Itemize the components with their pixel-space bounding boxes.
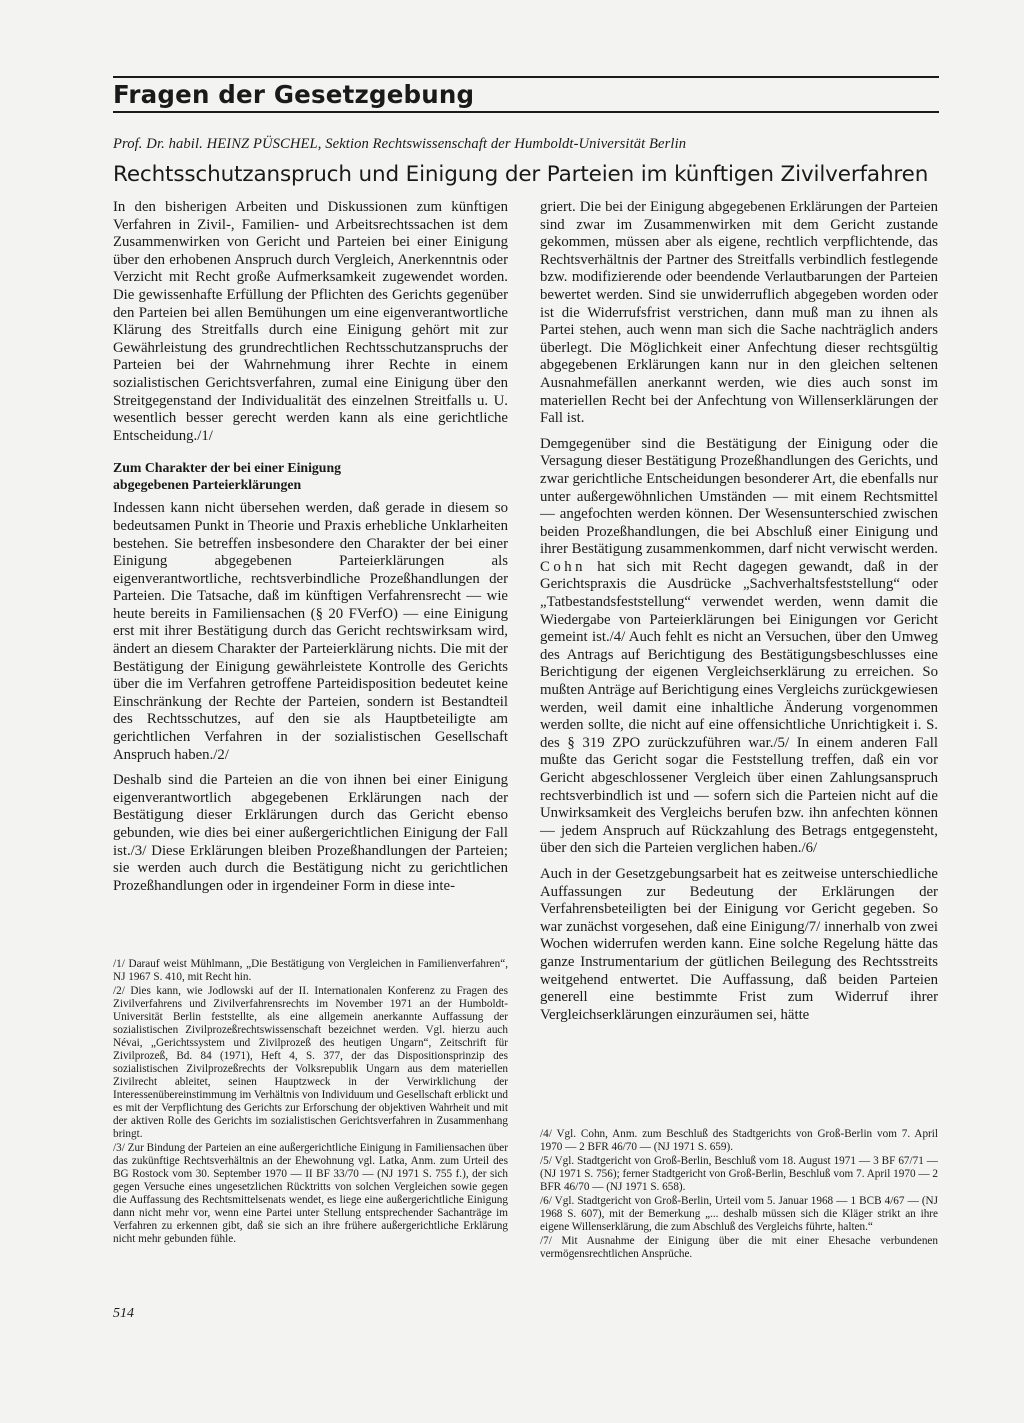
footnote: /5/ Vgl. Stadtgericht von Groß-Berlin, Beschluß vom 18. August 1971 — 3 BF 67/71 — (NJ 1971 S. 756); ferner Stadtgericht von Groß-Berlin, Beschluß vom 7. April 1970 — 2 BFR 46/70 — (NJ 1971 S. 658). <box>540 1155 938 1193</box>
header-rule-top <box>113 76 939 78</box>
subheading-line: Zum Charakter der bei einer Einigung <box>113 460 342 476</box>
footnote: /4/ Vgl. Cohn, Anm. zum Beschluß des Stadtgerichts von Groß-Berlin vom 7. April 1970 — 2 BFR 46/70 — (NJ 1971 S. 659). <box>540 1128 938 1153</box>
footnotes-left <box>113 958 508 1247</box>
author-name: Cohn <box>540 558 587 575</box>
footnote: /2/ Dies kann, wie Jodlowski auf der II. Internationalen Konferenz zu Fragen des Zivilverfahrens und Zivilverfahrensrechts im November 1971 an der Humboldt-Universität Berlin feststellte, als eine allgemein anerkannte Auffassung der sozialistischen Zivilprozeßrechtswissenschaft bezeichnet werden. Vgl. hierzu auch Névai, „Gerichtssystem und Zivilprozeß des heutigen Ungarn“, Zeitschrift für Zivilprozeß, Bd. 84 (1971), Heft 4, S. 377, der das Dispositionsprinzip des sozialistischen Zivilprozeßrechts der Volksrepublik Ungarn aus dem materiellen Zivilrecht ableitet, seinen Hauptzweck in der Verwirklichung der Interessenübereinstimmung im Verhältnis von Individuum und Gesellschaft erblickt und es mit der Verpflichtung des Gerichts zur Erforschung der objektiven Wahrheit und mit der aktiven Rolle des Gerichts im sozialistischen Gerichtsverfahren in Zusammenhang bringt. <box>113 985 509 1140</box>
footnote: /3/ Zur Bindung der Parteien an eine außergerichtliche Einigung in Familiensachen über das zukünftige Rechtsverhältnis an der Ehewohnung vgl. Latka, Anm. zum Urteil des BG Rostock vom 30. September 1970 — II BF 33/70 — (NJ 1971 S. 755 f.), der sich gegen Versuche eines ungesetzlichen Rücktritts von solchen Vergleichen sowie gegen die Auffassung des Rechtsmittelsenats wendet, es liege eine außergerichtliche Einigung dann nicht mehr vor, wenn eine Partei unter Stellung entsprechender Sachanträge im Verfahren zu erkennen gibt, daß sie sich an ihre frühere außergerichtliche Erklärung nicht mehr gebunden fühle. <box>113 1142 508 1245</box>
footnote: /7/ Mit Ausnahme der Einigung über die mit einer Ehesache verbundenen vermögensrechtlichen Ansprüche. <box>540 1235 938 1260</box>
paragraph <box>540 436 938 858</box>
right-column <box>540 199 938 1032</box>
footnotes-right <box>540 1128 938 1262</box>
page-number: 514 <box>113 1306 134 1321</box>
paragraph: Auch in der Gesetzgebungsarbeit hat es zeitweise unterschiedliche Auffassungen zur Bedeutung der Erklärungen der Verfahrensbeteiligten bei der Einigung vor Gericht gegeben. So war zunächst vorgesehen, daß eine Einigung/7/ innerhalb von zwei Wochen widerrufen werden kann. Eine solche Regelung hätte das ganze Instrumentarium der gütlichen Beilegung des Rechtsstreits weitgehend entwertet. Die Auffassung, daß beiden Parteien generell eine bestimmte Frist zum Widerruf ihrer Vergleichserklärungen einzuräumen sei, hätte <box>540 865 938 1023</box>
subheading-line: abgegebenen Parteierklärungen <box>113 477 302 493</box>
text-run: Demgegenüber sind die Bestätigung der Einigung oder die Versagung dieser Bestätigung Prozeßhandlungen des Gerichts, und zwar gerichtliche Entscheidungen besonderer Art, die ebenfalls nur unter außergewöhnlichen Umständen — mit einem Rechtsmittel — angefochten werden können. Der Wesensunterschied zwischen beiden Prozeßhandlungen, die bei Abschluß einer Einigung und ihrer Bestätigung zusammenkommen, darf nicht verwischt werden. <box>540 435 938 558</box>
text-run: hat sich mit Recht dagegen gewandt, daß in der Gerichtspraxis die Ausdrücke „Sachverhaltsfeststellung“ oder „Tatbestandsfeststellung“ verwendet werden, wenn damit die Wiedergabe von Parteierklärungen bei Einigungen vor Gericht gemeint ist./4/ Auch fehlt es nicht an Versuchen, über den Umweg des Antrags auf Berichtigung des Bestätigungsbeschlusses eine Berichtigung der eigenen Vergleichserklärung zu erreichen. So mußten Anträge auf Berichtigung eines Vergleichs zurückgewiesen werden, weil damit eine inhaltliche Änderung vorgenommen werden sollte, die nicht auf eine offensichtliche Unrichtigkeit i. S. des § 319 ZPO zurückzuführen war./5/ In einem anderen Fall mußte das Gericht sogar die Feststellung treffen, daß ein vor Gericht abgeschlossener Vergleich über einen Zahlungsanspruch rechtsverbindlich ist und — sofern sich die Parteien nicht auf die Unwirksamkeit des Vergleichs berufen bzw. ihn anfechten können — jedem Anspruch auf Rückzahlung des Betrags entgegensteht, über den sich die Parteien verglichen haben./6/ <box>540 558 938 857</box>
author-line: Prof. Dr. habil. HEINZ PÜSCHEL, Sektion Rechtswissenschaft der Humboldt-Universität Berlin <box>113 136 687 152</box>
paragraph: Deshalb sind die Parteien an die von ihnen bei einer Einigung eigenverantwortlich abgegebenen Erklärungen nach der Bestätigung dieser Erklärungen durch das Gericht ebenso gebunden, wie dies bei einer außergerichtlichen Einigung der Fall ist./3/ Diese Erklärungen bleiben Prozeßhandlungen der Parteien; sie werden auch durch die Bestätigung nicht zu gerichtlichen Prozeßhandlungen oder in irgendeiner Form in diese inte- <box>113 772 508 894</box>
subheading <box>113 459 508 493</box>
header-rule-bottom <box>113 111 939 113</box>
left-column <box>113 199 508 903</box>
paragraph: In den bisherigen Arbeiten und Diskussionen zum künftigen Verfahren in Zivil-, Familien- und Arbeitsrechtssachen ist dem Zusammenwirken von Gericht und Parteien bei einer Einigung über den erhobenen Anspruch durch Vergleich, Anerkenntnis oder Verzicht mit Recht große Aufmerksamkeit zugewendet worden. Die gewissenhafte Erfüllung der Pflichten des Gerichts gegenüber den Parteien bei allen Bemühungen um eine eigenverantwortliche Klärung des Streitfalls durch eine Einigung gehört mit zur Gewährleistung des grundrechtlichen Rechtsschutzanspruchs der Parteien bei der Wahrnehmung ihrer Rechte in einem sozialistischen Gerichtsverfahren, zumal eine Einigung über den Streitgegenstand der Individualität des einzelnen Streitfalls u. U. wesentlich besser gerecht werden kann als eine gerichtliche Entscheidung./1/ <box>113 199 508 444</box>
footnote: /1/ Darauf weist Mühlmann, „Die Bestätigung von Vergleichen in Familienverfahren“, NJ 1967 S. 410, mit Recht hin. <box>113 958 508 983</box>
section-title: Fragen der Gesetzgebung <box>113 80 475 109</box>
footnote: /6/ Vgl. Stadtgericht von Groß-Berlin, Urteil vom 5. Januar 1968 — 1 BCB 4/67 — (NJ 1968 S. 607), mit der Bemerkung „... deshalb müssen sich die Kläger strikt an ihre eigene Willenserklärung, die zum Abschluß des Vergleichs führte, halten.“ <box>540 1195 938 1233</box>
paragraph: griert. Die bei der Einigung abgegebenen Erklärungen der Parteien sind zwar im Zusammenwirken mit dem Gericht zustande gekommen, müssen aber als eigene, rechtlich verpflichtende, das Rechtsverhältnis der Partner des Streitfalls verbindlich festlegende bzw. modifizierende oder beendende Verlautbarungen der Parteien bewertet werden. Sind sie unwiderruflich abgegeben worden oder ist die Widerrufsfrist verstrichen, dann muß man zu ihnen als Partei stehen, auch wenn man sich die Sache nachträglich anders überlegt. Die Möglichkeit einer Anfechtung dieser rechtsgültig abgegebenen Erklärungen kann nur in den gleichen seltenen Ausnahmefällen anerkannt werden, wie dies auch sonst im materiellen Recht bei der Anfechtung von Willenserklärungen der Fall ist. <box>540 199 938 427</box>
paragraph: Indessen kann nicht übersehen werden, daß gerade in diesem so bedeutsamen Punkt in Theorie und Praxis erhebliche Unklarheiten bestehen. Sie betreffen insbesondere den Charakter der bei einer Einigung abgegebenen Parteierklärungen als eigenverantwortliche, rechtsverbindliche Prozeßhandlungen der Parteien. Die Tatsache, daß im künftigen Verfahrensrecht — wie heute bereits in Familiensachen (§ 20 FVerfO) — eine Einigung erst mit ihrer Bestätigung durch das Gericht rechtswirksam wird, ändert an diesem Charakter der Parteierklärung nichts. Die mit der Bestätigung der Einigung gewährleistete Kontrolle des Gerichts über die im Verfahren getroffene Parteidisposition bedeutet keine Einschränkung der Rechte der Parteien, sondern ist Bestandteil des Rechtsschutzes, auf den sie als Hauptbeteiligte am gerichtlichen Verfahren in der sozialistischen Gesellschaft Anspruch haben./2/ <box>113 500 508 763</box>
article-title: Rechtsschutzanspruch und Einigung der Parteien im künftigen Zivilverfahren <box>113 162 929 187</box>
